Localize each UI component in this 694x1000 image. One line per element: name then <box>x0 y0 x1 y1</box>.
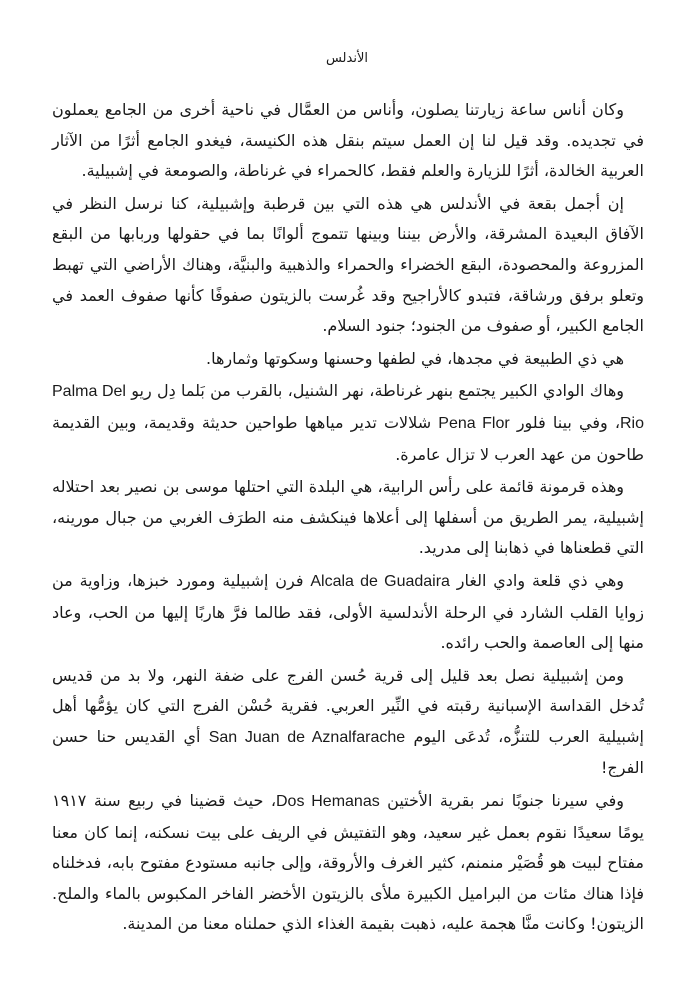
paragraph-text: وفي سيرنا جنوبًا نمر بقرية الأختين <box>379 791 625 811</box>
place-name-latin: San Juan de Aznalfarache <box>208 728 406 746</box>
paragraph <box>52 786 644 942</box>
paragraph <box>52 566 644 661</box>
paragraph-text: شلالات تدير مياهها طواحين حديثة وقديمة، وبين القديمة طاحون من عهد العرب لا تزال عامرة. <box>52 412 644 464</box>
paragraph-text: ومن إشبيلية نصل بعد قليل إلى قرية حُسن الفرج على ضفة النهر، ولا بد من قديس تُدخل القداسة الإسبانية رقبته في النِّير العربي. فقرية حُسْن الفرج التي كان يؤمُّها أهل إشبيلية العرب للتنزُّه، تُدعَى اليوم <box>52 665 644 746</box>
paragraph-text: أي القديس حنا حسن الفرج! <box>52 726 644 778</box>
place-name-latin: Dos Hemanas <box>275 793 380 811</box>
running-header: الأندلس <box>325 51 368 66</box>
paragraph-text: ، حيث قضينا في ربيع سنة ١٩١٧ يومًا سعيدًا نقوم بعمل غير سعيد، وهو التفتيش في الريف على بيت نسكنه، إنما كان معنا مفتاح لبيت هو قُصَيْر منمنم، كثير الغرف والأروقة، وإلى جانبه مستودع مفتوح بابه، فدخلناه فإذا هناك مئات من البراميل الكبيرة ملأى بالزيتون الأخضر الفاخر المكبوس بالماء والملح. الزيتون! وكانت منَّا هجمة عليه، ذهبت بقيمة الغذاء الذي حملناه معنا من المدينة. <box>52 791 644 934</box>
place-name-latin: Palma Del Rio <box>52 383 645 432</box>
paragraph <box>52 661 644 786</box>
paragraph <box>52 376 644 472</box>
place-name-latin: Pena Flor <box>438 414 510 432</box>
paragraph: هي ذي الطبيعة في مجدها، في لطفها وحسنها وسكوتها وثمارها. <box>205 348 624 368</box>
paragraph: وهذه قرمونة قائمة على رأس الرابية، هي البلدة التي احتلها موسى بن نصير بعد احتلاله إشبيلية، يمر الطريق من أسفلها إلى أعلاها فينكشف منه الطرَف الغربي من جبال مورينه، التي قطعناها في ذهابنا إلى مدريد. <box>52 477 644 558</box>
paragraph: وكان أناس ساعة زيارتنا يصلون، وأناس من العمَّال في ناحية أخرى من الجامع يعملون في تجديده. وقد قيل لنا إن العمل سيتم بنقل هذه الكنيسة، فيغدو الجامع أثرًا من الآثار العربية الخالدة، أثرًا للزيارة والعلم فقط، كالحمراء في غرناطة، والصومعة في إشبيلية. <box>52 100 644 181</box>
place-name-latin: Alcala de Guadaira <box>310 572 450 590</box>
body-text <box>52 95 644 942</box>
paragraph-text: ، وفي بينا فلور <box>509 412 620 432</box>
paragraph-text: وهاك الوادي الكبير يجتمع بنهر غرناطة، نهر الشنيل، بالقرب من بَلما دِل ريو <box>125 381 624 401</box>
paragraph-text: فرن إشبيلية ومورد خبزها، وزاوية من زوايا القلب الشارد في الرحلة الأندلسية الأولى، فقد طالما فرَّ هاربًا إليها من الحب، وعاد منها إلى العاصمة والحب رائده. <box>52 570 644 653</box>
paragraph: إن أجمل بقعة في الأندلس هي هذه التي بين قرطبة وإشبيلية، كنا نرسل النظر في الآفاق البعيدة المشرقة، والأرض بيننا وبينها تتموج ألوانًا بما في حقولها وربابها من البقع المزروعة والمحصودة، البقع الخضراء والحمراء والذهبية والبنيَّة، وهناك الأراضي التي تهبط وتعلو برفق ورشاقة، فتبدو كالأراجيح وقد غُرست بالزيتون صفوفًا كأنها صفوف العمد في الجامع الكبير، أو صفوف من الجنود؛ جنود السلام. <box>52 193 644 336</box>
paragraph-text: وهي ذي قلعة وادي الغار <box>449 570 625 590</box>
